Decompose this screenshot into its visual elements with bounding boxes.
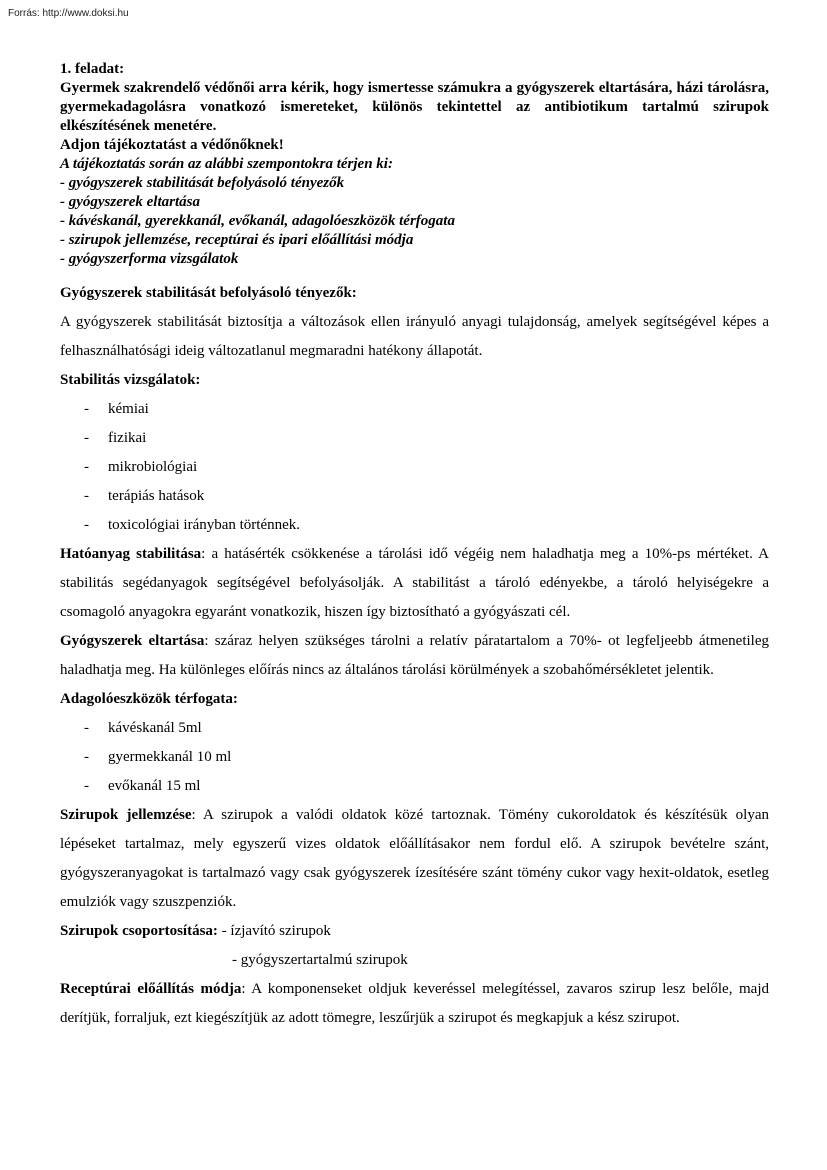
active-text: : a hatásérték csökkenése a tárolási idő végéig nem haladhatja meg a 10%-ps mértéket. A stabilitás segédanyagok segítségével befolyásolják. A stabilitást a tároló edényekbe, a tároló helyiségekre a csomagoló anyagokra egyaránt vonatkozik, hiszen így biztosítható a gyógyászati cél. (60, 546, 769, 620)
task-aspect: - gyógyszerek eltartása (60, 194, 200, 210)
task-aspect: - gyógyszerforma vizsgálatok (60, 251, 239, 267)
groups-block (60, 917, 769, 975)
storage-text: : száraz helyen szükséges tárolni a relatív páratartalom a 70%- ot legfeljeebb átmenetileg haladhatja meg. Ha különleges előírás nincs az általános tárolási körülmények a szobahőmérsékletet jelentik. (60, 633, 769, 678)
list-item: - terápiás hatások (60, 482, 769, 511)
document-page (60, 60, 769, 1033)
list-item: - mikrobiológiai (60, 453, 769, 482)
task-aspect: - gyógyszerek stabilitását befolyásoló tényezők (60, 175, 345, 191)
task-aspects-intro: A tájékoztatás során az alábbi szempontokra térjen ki: (60, 156, 393, 172)
groups-item: - gyógyszertartalmú szirupok (232, 952, 408, 968)
active-paragraph (60, 540, 769, 627)
recipe-label: Receptúrai előállítás módja (60, 981, 242, 997)
list-item: - kávéskanál 5ml (60, 714, 769, 743)
syrups-text: : A szirupok a valódi oldatok közé tartoznak. Tömény cukoroldatok és készítésük olyan lépéseket tartalmaz, mely egyszerű vizes oldatok előállításakor nem fordul elő. A szirupok bevételre szánt, gyógyszeranyagokat is tartalmazó vagy csak gyógyszerek ízesítésére szánt tömény cukor vagy hexit-oldatok, esetleg emulziók vagy szuszpenziók. (60, 807, 769, 910)
task-aspect: - szirupok jellemzése, receptúrai és ipari előállítási módja (60, 232, 414, 248)
stability-heading: Gyógyszerek stabilitását befolyásoló tényezők: (60, 285, 357, 301)
tests-list (60, 395, 769, 540)
groups-line-2 (60, 946, 769, 975)
list-item: - gyermekkanál 10 ml (60, 743, 769, 772)
list-item: - fizikai (60, 424, 769, 453)
task-block (60, 60, 769, 269)
recipe-text: : A komponenseket oldjuk keveréssel melegítéssel, zavaros szirup lesz belőle, majd derítjük, forraljuk, ezt kiegészítjük az adott tömegre, leszűrjük a szirupot és megkapjuk a kész szirupot. (60, 981, 769, 1026)
task-description: Gyermek szakrendelő védőnői arra kérik, hogy ismertesse számukra a gyógyszerek eltartására, házi tárolásra, gyermekadagolásra vonatkozó ismereteket, különös tekintettel az antibiotikum tartalmú szirupok elkészítésének menetére. (60, 80, 769, 134)
syrups-paragraph (60, 801, 769, 917)
volumes-heading: Adagolóeszközök térfogata: (60, 691, 238, 707)
active-label: Hatóanyag stabilitása (60, 546, 202, 562)
storage-label: Gyógyszerek eltartása (60, 633, 205, 649)
task-aspect: - kávéskanál, gyerekkanál, evőkanál, adagolóeszközök térfogata (60, 213, 455, 229)
volumes-list (60, 714, 769, 801)
list-item: - kémiai (60, 395, 769, 424)
task-title: 1. feladat: (60, 61, 125, 77)
groups-label: Szirupok csoportosítása: (60, 923, 218, 939)
recipe-paragraph (60, 975, 769, 1033)
stability-text: A gyógyszerek stabilitását biztosítja a változások ellen irányuló anyagi tulajdonság, amelyek segítségével képes a felhasználhatósági ideig változatlanul megmaradni hatékony állapotát. (60, 314, 769, 359)
list-item: - toxicológiai irányban történnek. (60, 511, 769, 540)
source-link: Forrás: http://www.doksi.hu (8, 8, 129, 19)
groups-item: - ízjavító szirupok (217, 923, 331, 939)
document-body (60, 279, 769, 1033)
storage-paragraph (60, 627, 769, 685)
list-item: - evőkanál 15 ml (60, 772, 769, 801)
tests-heading: Stabilitás vizsgálatok: (60, 372, 201, 388)
syrups-label: Szirupok jellemzése (60, 807, 192, 823)
task-instruction: Adjon tájékoztatást a védőnőknek! (60, 137, 284, 153)
groups-line-1 (60, 917, 769, 946)
